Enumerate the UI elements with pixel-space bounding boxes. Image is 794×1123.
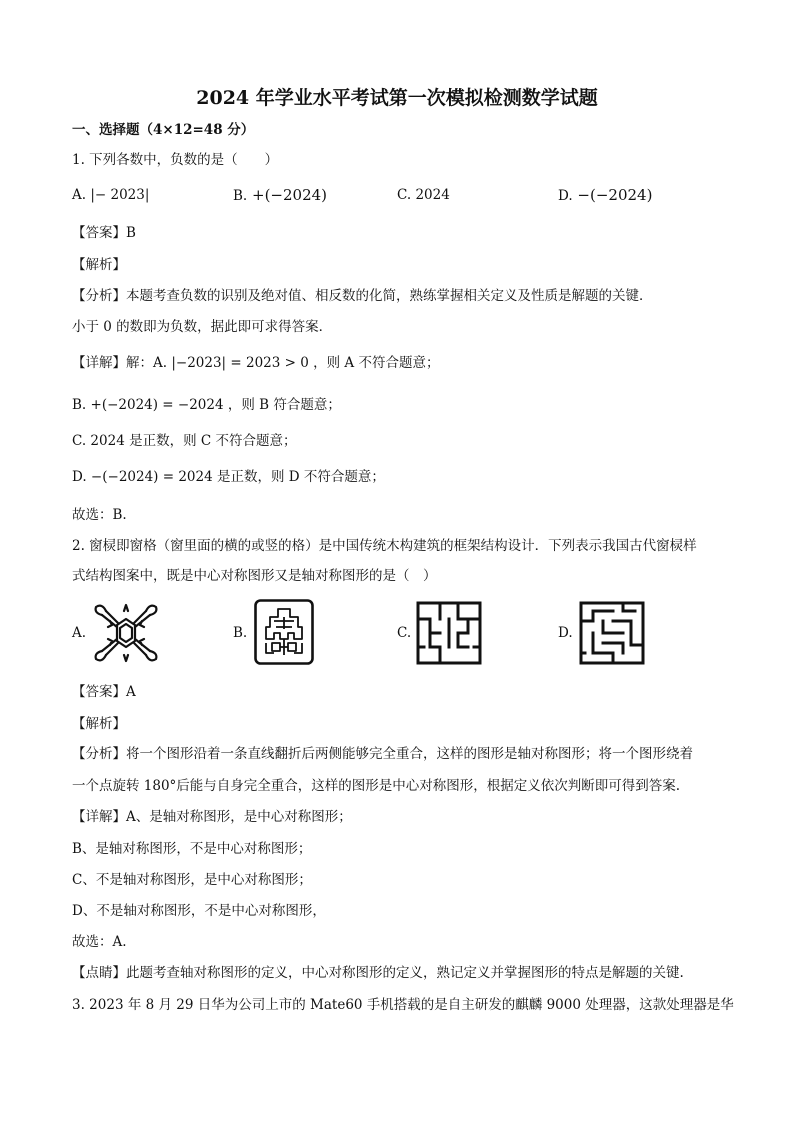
q2-detail-4: D、不是轴对称图形，不是中心对称图形，	[72, 903, 326, 919]
q1-option-d	[558, 186, 652, 204]
q2-analysis-heading: 【解析】	[72, 716, 126, 732]
q2-detail-2: B、是轴对称图形，不是中心对称图形；	[72, 841, 312, 857]
q2-stem-line-1: 2. 窗棂即窗格（窗里面的横的或竖的格）是中国传统木构建筑的框架结构设计．下列表示我国古代窗棂样	[72, 538, 697, 554]
q1-option-a-label: A.	[72, 187, 87, 203]
lattice-pattern-d	[579, 601, 645, 665]
q1-option-a-text: |− 2023|	[90, 187, 150, 203]
q2-analysis-line-1: 【分析】将一个图形沿着一条直线翻折后两侧能够完全重合，这样的图形是轴对称图形；将一个图形绕着	[72, 746, 693, 762]
q1-detail-1: 【详解】解：A. |−2023| = 2023 > 0 ，则 A 不符合题意；	[72, 355, 440, 371]
q2-comment: 【点睛】此题考查轴对称图形的定义，中心对称图形的定义，熟记定义并掌握图形的特点是解题的关键.	[72, 965, 684, 981]
q1-option-b-label: B.	[233, 188, 248, 204]
lattice-pattern-c	[416, 601, 482, 665]
q3-stem: 3. 2023 年 8 月 29 日华为公司上市的 Mate60 手机搭载的是自主研发的麒麟 9000 处理器，这款处理器是华	[72, 997, 734, 1013]
q1-option-b	[233, 186, 327, 204]
q1-option-c-label: C.	[397, 187, 412, 203]
q2-option-a-label: A.	[72, 625, 87, 641]
q2-detail-3: C、不是轴对称图形，是中心对称图形；	[72, 872, 312, 888]
q2-option-d-label: D.	[558, 625, 573, 641]
q1-option-c	[397, 187, 450, 203]
q1-detail-3: C. 2024 是正数，则 C 不符合题意；	[72, 433, 297, 449]
q1-analysis-heading: 【解析】	[72, 257, 126, 273]
page-title: 2024 年学业水平考试第一次模拟检测数学试题	[196, 87, 598, 109]
q1-analysis: 【分析】本题考查负数的识别及绝对值、相反数的化简，熟练掌握相关定义及性质是解题的关键．	[72, 288, 653, 304]
q2-option-c-label: C.	[397, 625, 412, 641]
section-heading: 一、选择题（4×12=48 分）	[72, 122, 255, 138]
q1-analysis-2: 小于 0 的数即为负数，据此即可求得答案．	[72, 319, 333, 335]
q2-detail-1: 【详解】A、是轴对称图形，是中心对称图形；	[72, 809, 352, 825]
q1-option-b-text: +(−2024)	[252, 186, 328, 204]
q2-stem-line-2: 式结构图案中，既是中心对称图形又是轴对称图形的是（ ）	[72, 568, 437, 584]
q1-stem: 1. 下列各数中，负数的是（ ）	[72, 152, 279, 168]
q1-choice: 故选：B.	[72, 507, 127, 523]
q1-option-c-text: 2024	[415, 187, 450, 203]
q2-answer: 【答案】A	[72, 684, 136, 700]
q1-detail-4: D. −(−2024) = 2024 是正数，则 D 不符合题意；	[72, 469, 385, 485]
q2-option-b-label: B.	[233, 625, 248, 641]
q1-option-d-label: D.	[558, 188, 573, 204]
q1-option-a	[72, 187, 149, 203]
lattice-pattern-a	[90, 601, 162, 665]
q2-choice: 故选：A.	[72, 934, 127, 950]
q2-analysis-line-2: 一个点旋转 180°后能与自身完全重合，这样的图形是中心对称图形，根据定义依次判断即可得到答案.	[72, 778, 681, 794]
q1-option-d-text: −(−2024)	[577, 186, 653, 204]
lattice-pattern-b	[254, 599, 314, 665]
q1-answer: 【答案】B	[72, 225, 136, 241]
q1-detail-2: B. +(−2024) = −2024 ，则 B 符合题意；	[72, 397, 341, 413]
